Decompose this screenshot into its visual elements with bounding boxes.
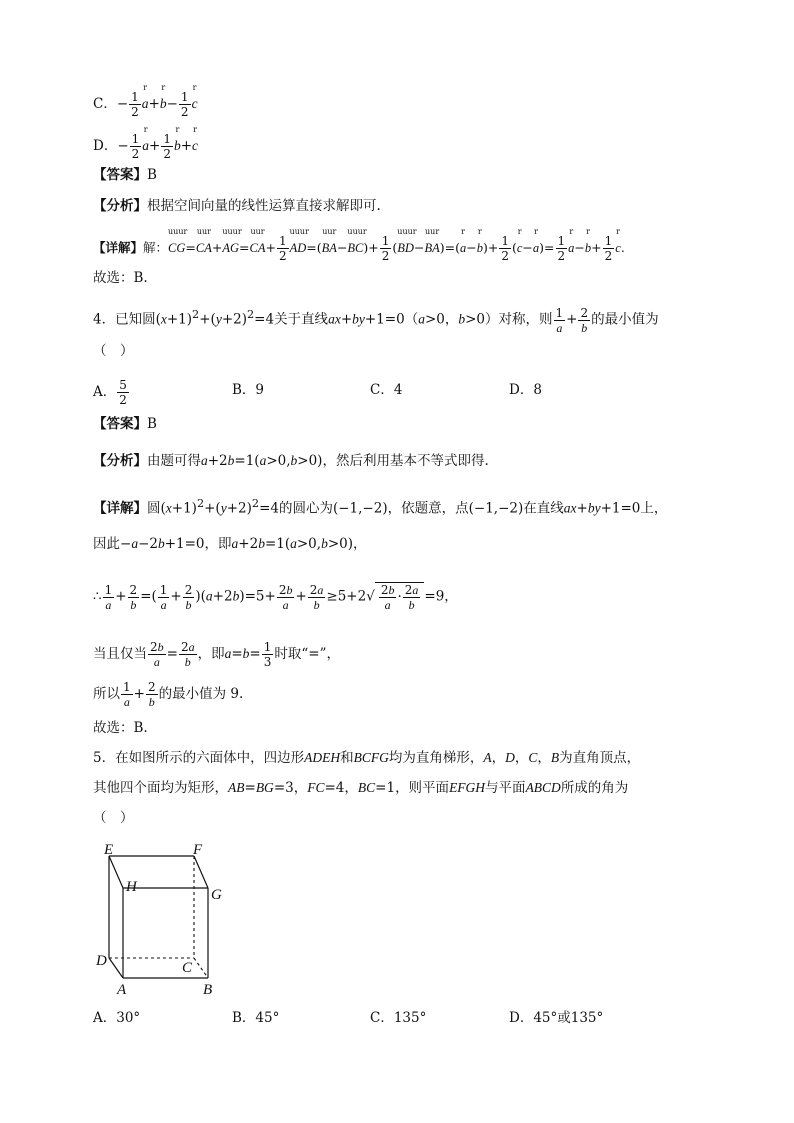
q3-option-c: C．− $\frac{1}{2}$ r a+ r b− $\frac{1}{2}$ r c <box>93 83 198 119</box>
q4-paren: （ ） <box>93 343 134 359</box>
q5-option-c: C．135° <box>370 1010 427 1026</box>
label-c: C <box>182 960 193 976</box>
q5-option-d: D．45°或135° <box>509 1010 604 1026</box>
q3-analysis: 【分析】根据空间向量的线性运算直接求解即可. <box>93 198 381 214</box>
q4-analysis: 【分析】由题可得a+2b=1(a>0,b>0)，然后利用基本不等式即得. <box>93 453 489 469</box>
q4-option-b: B．9 <box>232 382 265 398</box>
q4-detail-line3: ∴ $\frac{1}{a}$ + $\frac{2}{b}$ =( $\frac{1}{a}$ + $\frac{2}{b}$ )(a+2b)=5+ $\frac{2b}{a}$ + $\frac{2a}{b}$ ≥5+2√ $\frac{2b}{a}$ · $\frac{2a}{b}$ =9， <box>93 582 458 612</box>
label-b: B <box>203 982 213 998</box>
q5-stem-line1: 5．在如图所示的六面体中，四边形ADEH和BCFG均为直角梯形，A，D，C，B为直角顶点， <box>93 750 641 766</box>
q4-detail-line1: 【详解】圆$(x+1)^2+(y+2)^2=4$的圆心为(−1,−2)，依题意，点(−1,−2)在直线ax+by+1=0上， <box>93 497 668 517</box>
label-f: F <box>193 842 203 858</box>
q5-option-a: A．30° <box>93 1010 141 1026</box>
q4-stem: 4．已知圆$(x+1)^2+(y+2)^2=4$关于直线ax+by+1=0（a>0，b>0）对称，则 $\frac{1}{a}$ + $\frac{2}{b}$ 的最小值为 <box>93 305 659 335</box>
hexahedron-figure <box>90 838 240 998</box>
q3-option-d: D．− $\frac{1}{2}$ r a+ $\frac{1}{2}$ r b+ r c <box>93 125 199 161</box>
label-d: D <box>96 953 107 969</box>
q4-detail-line5: 所以 $\frac{1}{a}$ + $\frac{2}{b}$ 的最小值为 9. <box>93 680 244 709</box>
q4-option-d: D．8 <box>509 382 542 398</box>
q4-detail-line4: 当且仅当 $\frac{2b}{a}$ = $\frac{2a}{b}$ ，即a=b= $\frac{1}{3}$ 时取“=”， <box>93 640 340 669</box>
q4-answer: 【答案】B <box>93 416 157 432</box>
q3-answer: 【答案】B <box>93 167 157 183</box>
label-e: E <box>104 842 114 858</box>
q4-conclusion: 故选：B. <box>93 720 148 736</box>
q4-option-a: A． $\frac{5}{2}$ <box>93 378 127 407</box>
q4-detail-line2: 因此−a−2b+1=0，即a+2b=1(a>0,b>0)， <box>93 536 367 552</box>
q4-option-c: C．4 <box>370 382 403 398</box>
label-a: A <box>117 982 127 998</box>
label-h: H <box>126 879 137 895</box>
q3-conclusion: 故选：B. <box>93 270 148 286</box>
label-g: G <box>211 887 222 903</box>
q5-paren: （ ） <box>93 810 134 826</box>
q3-detail: 【详解】解： uuur CG= uur CA+ uuur AG= uur CA+ $\frac{1}{2}$ uuur AD=( uur BA− uuur BC)+ $\frac{1}{2}$ ( uuur BD− uur BA)=( r a− r b)+ $\frac{1}{2}$ ( r c− r a)= $\frac{1}{2}$ r a− r b+ $\frac{1}{2}$ r c. <box>93 227 625 263</box>
q5-option-b: B．45° <box>232 1010 280 1026</box>
q5-stem-line2: 其他四个面均为矩形，AB=BG=3，FC=4，BC=1，则平面EFGH与平面ABCD所成的角为 <box>93 780 629 796</box>
